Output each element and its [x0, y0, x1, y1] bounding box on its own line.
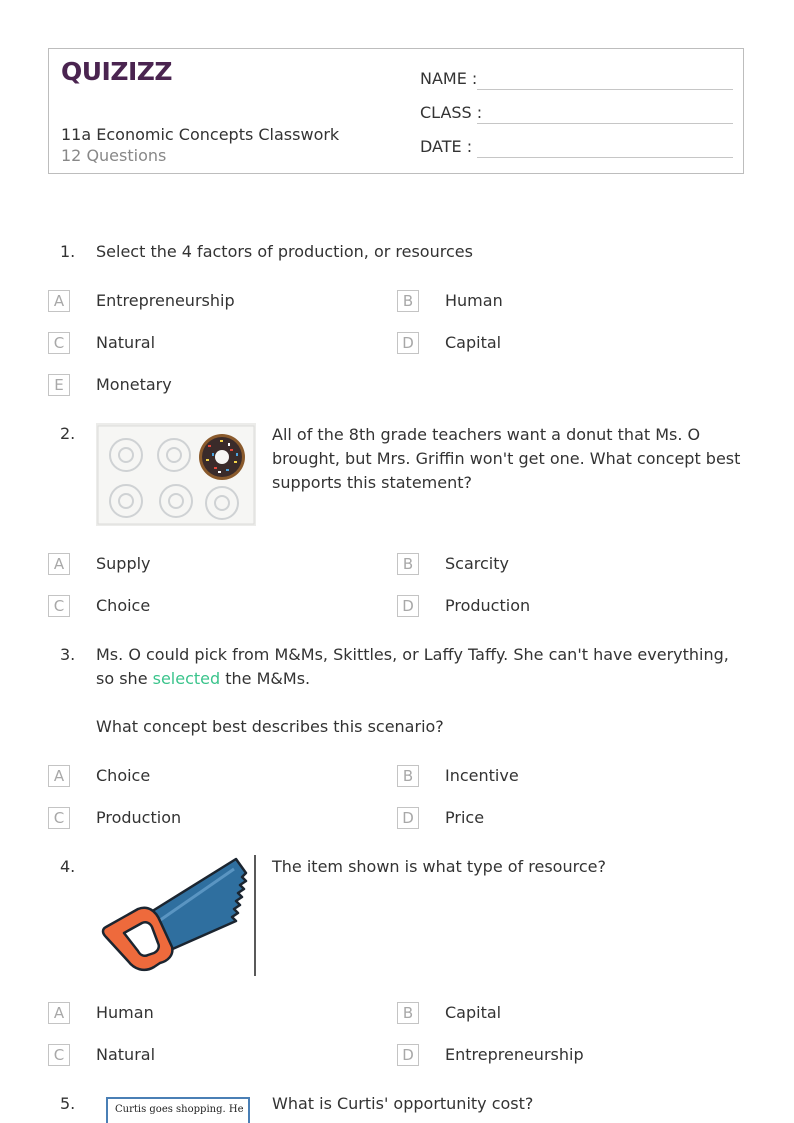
option-text[interactable]: Entrepreneurship: [445, 1045, 584, 1064]
option-letter[interactable]: A: [48, 1002, 70, 1024]
hand-saw-illustration: [96, 855, 256, 976]
worksheet-header: [48, 48, 744, 174]
option-letter[interactable]: D: [397, 807, 419, 829]
class-line: [477, 123, 733, 124]
option-letter[interactable]: D: [397, 332, 419, 354]
option-letter[interactable]: A: [48, 290, 70, 312]
question-subtext: What concept best describes this scenario?: [96, 717, 444, 736]
question-count: 12 Questions: [61, 146, 167, 165]
option-text[interactable]: Production: [96, 808, 182, 827]
saw-image: [96, 855, 256, 976]
option-letter[interactable]: E: [48, 374, 70, 396]
option-letter[interactable]: B: [397, 765, 419, 787]
option-letter[interactable]: B: [397, 553, 419, 575]
name-line: [477, 89, 733, 90]
question-number: 3.: [60, 645, 76, 664]
question-text: [96, 643, 742, 691]
date-line: [477, 157, 733, 158]
option-text[interactable]: Choice: [96, 766, 151, 785]
scenario-card-image: [106, 1097, 250, 1123]
question-number: 1.: [60, 242, 76, 261]
question-number: 2.: [60, 424, 76, 443]
option-letter[interactable]: C: [48, 332, 70, 354]
option-text[interactable]: Natural: [96, 333, 156, 352]
option-text[interactable]: Choice: [96, 596, 151, 615]
option-text[interactable]: Human: [445, 291, 503, 310]
donut-box-image: [96, 423, 256, 526]
option-letter[interactable]: C: [48, 1044, 70, 1066]
class-label: CLASS :: [420, 103, 483, 122]
option-letter[interactable]: A: [48, 765, 70, 787]
option-letter[interactable]: C: [48, 807, 70, 829]
question-text: The item shown is what type of resource?: [272, 857, 606, 876]
question-text-part: Ms. O could pick from M&Ms, Skittles, or Laffy Taffy. She can't have everything, so she: [96, 645, 729, 688]
option-letter[interactable]: D: [397, 595, 419, 617]
question-number: 4.: [60, 857, 76, 876]
option-text[interactable]: Capital: [445, 333, 502, 352]
date-label: DATE :: [420, 137, 473, 156]
question-text-part: the M&Ms.: [225, 669, 311, 688]
quizizz-logo: QUIZIZZ: [61, 57, 173, 86]
option-text[interactable]: Capital: [445, 1003, 502, 1022]
option-text[interactable]: Natural: [96, 1045, 156, 1064]
option-letter[interactable]: D: [397, 1044, 419, 1066]
option-text[interactable]: Scarcity: [445, 554, 509, 573]
scenario-card-text: Curtis goes shopping. He: [115, 1104, 244, 1115]
option-text[interactable]: Production: [445, 596, 531, 615]
option-text[interactable]: Price: [445, 808, 485, 827]
donut-box-photo: [96, 423, 256, 526]
date-field[interactable]: [420, 137, 472, 156]
question-text: What is Curtis' opportunity cost?: [272, 1094, 534, 1113]
question-text: Select the 4 factors of production, or resources: [96, 242, 473, 261]
name-label: NAME :: [420, 69, 478, 88]
name-field[interactable]: [420, 69, 477, 88]
option-text[interactable]: Supply: [96, 554, 151, 573]
highlighted-word: selected: [152, 669, 221, 688]
option-letter[interactable]: C: [48, 595, 70, 617]
option-letter[interactable]: A: [48, 553, 70, 575]
question-text: All of the 8th grade teachers want a donut that Ms. O brought, but Mrs. Griffin won't get one. What concept best supports this statement?: [272, 425, 741, 492]
question-number: 5.: [60, 1094, 76, 1113]
option-text[interactable]: Human: [96, 1003, 154, 1022]
worksheet-title: 11a Economic Concepts Classwork: [61, 125, 340, 144]
option-text[interactable]: Entrepreneurship: [96, 291, 235, 310]
class-field[interactable]: [420, 103, 482, 122]
option-text[interactable]: Incentive: [445, 766, 519, 785]
option-letter[interactable]: B: [397, 290, 419, 312]
option-letter[interactable]: B: [397, 1002, 419, 1024]
option-text[interactable]: Monetary: [96, 375, 172, 394]
